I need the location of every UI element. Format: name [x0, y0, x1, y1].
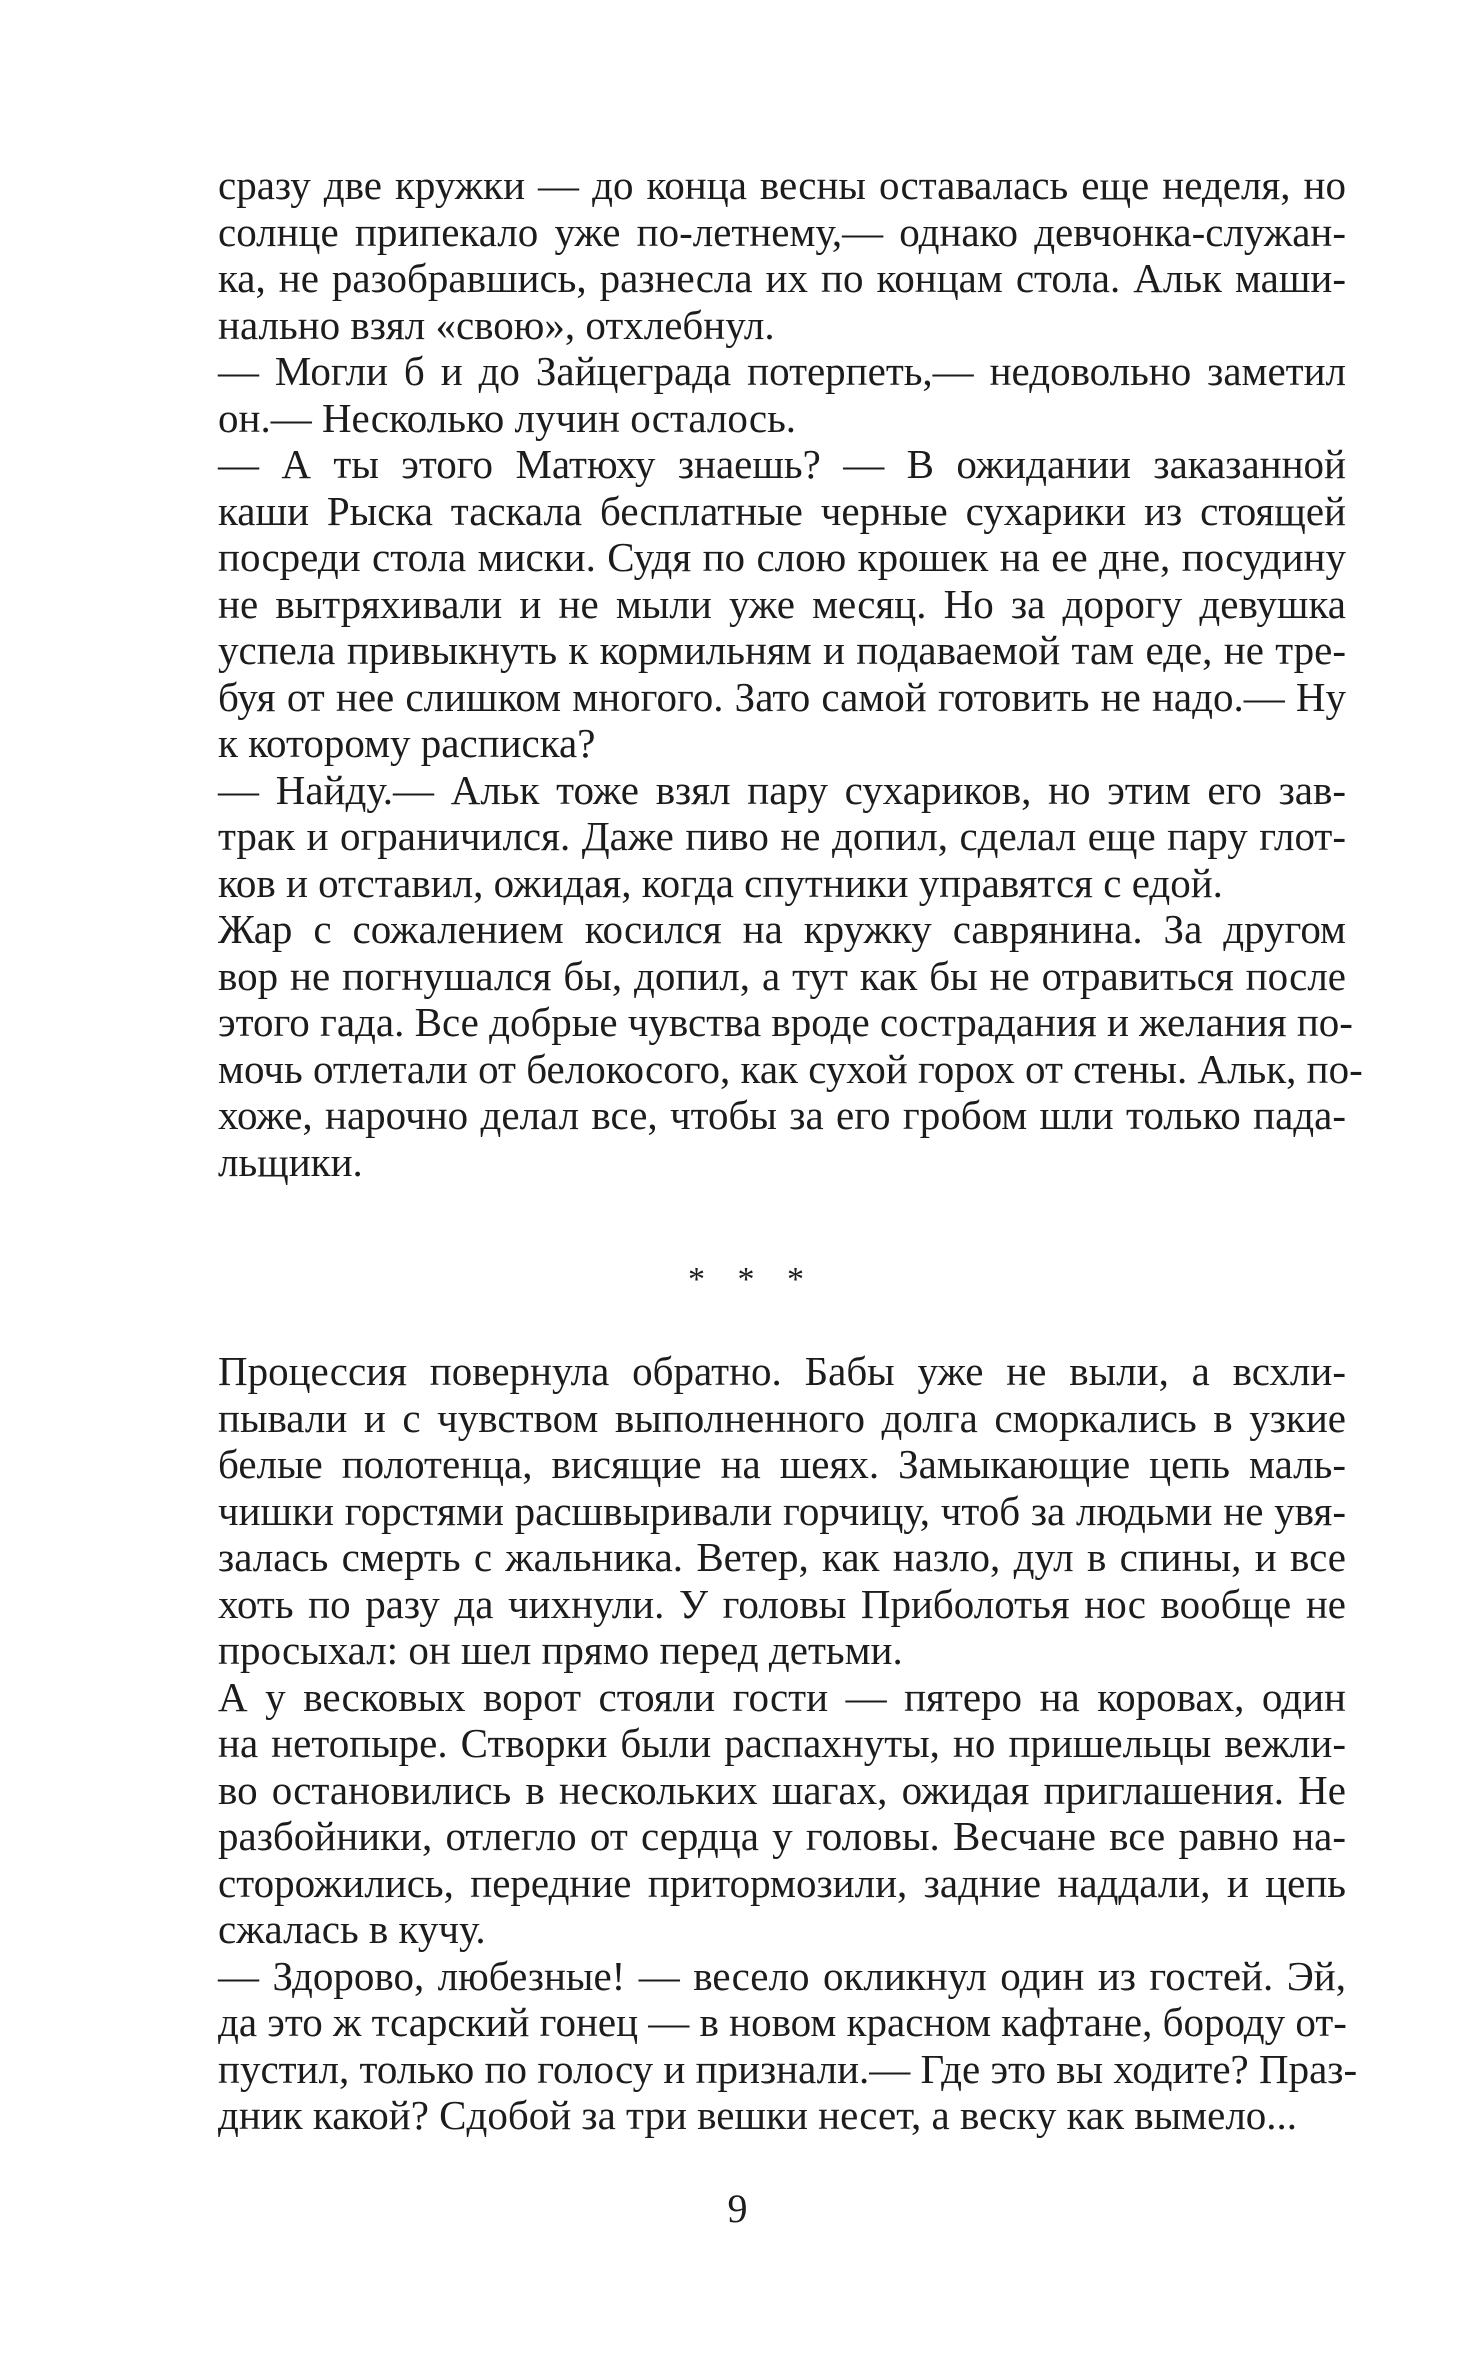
text-line: солнце припекало уже по-летнему,— однако девчонка-служан-	[218, 208, 1346, 255]
text-line: белые полотенца, висящие на шеях. Замыкающие цепь маль-	[218, 1441, 1346, 1487]
text-line: хоже, нарочно делал все, чтобы за его гробом шли только пада-	[218, 1092, 1346, 1138]
text-line: сторожились, передние притормозили, задние наддали, и цепь	[218, 1859, 1346, 1906]
text-line: залась смерть с жальника. Ветер, как назло, дул в спины, и все	[218, 1534, 1346, 1580]
paragraph	[158, 906, 1363, 1185]
text-line: дник какой? Сдобой за три вешки несет, а веску как вымело...	[218, 2092, 1298, 2138]
paragraph	[158, 441, 1346, 767]
text-line: А у весковых ворот стояли гости — пятеро на коровах, один	[218, 1673, 1346, 1720]
text-line: — Здорово, любезные! — весело окликнул один из гостей. Эй,	[218, 1952, 1346, 1999]
text-line: Процессия повернула обратно. Бабы уже не выли, а всхли-	[218, 1348, 1346, 1394]
text-line: ков и отставил, ожидая, когда спутники управятся с едой.	[218, 859, 1223, 906]
text-line: этого гада. Все добрые чувства вроде сострадания и желания по-	[218, 999, 1353, 1045]
text-line: сразу две кружки — до конца весны оставалась еще неделя, но	[218, 162, 1346, 208]
paragraph	[158, 1348, 1346, 1674]
text-line: льщики.	[218, 1138, 363, 1185]
paragraph	[158, 767, 1346, 907]
text-line: каши Рыска таскала бесплатные черные сухарики из стоящей	[218, 487, 1346, 534]
text-section-2	[158, 1348, 1358, 2139]
text-line: мочь отлетали от белокосого, как сухой горох от стены. Альк, по-	[218, 1045, 1363, 1092]
text-line: посреди стола миски. Судя по слою крошек на ее дне, посудину	[218, 534, 1346, 580]
text-line: пывали и с чувством выполненного долга сморкались в узкие	[218, 1394, 1346, 1441]
text-line: хоть по разу да чихнули. У головы Приболотья нос вообще не	[218, 1580, 1346, 1627]
page-number: 9	[727, 2186, 748, 2231]
text-line: да это ж тсарский гонец — в новом красном кафтане, бороду от-	[218, 1999, 1347, 2045]
section-separator: * * *	[688, 1261, 816, 1298]
text-line: — Найду.— Альк тоже взял пару сухариков, но этим его зав-	[218, 766, 1346, 813]
text-line: ка, не разобравшись, разнесла их по концам стола. Альк маши-	[218, 255, 1346, 301]
text-line: он.— Несколько лучин осталось.	[218, 394, 797, 441]
text-line: не вытряхивали и не мыли уже месяц. Но за дорогу девушка	[218, 580, 1346, 627]
text-line: трак и ограничился. Даже пиво не допил, сделал еще пару глот-	[218, 813, 1346, 859]
text-line: вор не погнушался бы, допил, а тут как бы не отравиться после	[218, 952, 1346, 999]
paragraph	[158, 1952, 1358, 2139]
text-line: разбойники, отлегло от сердца у головы. Весчане все равно на-	[218, 1813, 1346, 1859]
text-line: нально взял «свою», отхлебнул.	[218, 301, 775, 348]
page-content	[158, 162, 1363, 2138]
text-line: успела привыкнуть к кормильням и подаваемой там еде, не тре-	[218, 627, 1346, 673]
text-line: на нетопыре. Створки были распахнуты, но пришельцы вежли-	[218, 1720, 1346, 1766]
text-line: во остановились в нескольких шагах, ожидая приглашения. Не	[218, 1766, 1346, 1813]
text-line: к которому расписка?	[218, 720, 596, 766]
text-line: пустил, только по голосу и признали.— Где это вы ходите? Праз-	[218, 2045, 1358, 2092]
text-line: просыхал: он шел прямо перед детьми.	[218, 1627, 903, 1673]
text-line: — Могли б и до Зайцеграда потерпеть,— недовольно заметил	[218, 348, 1346, 394]
text-section-1	[158, 162, 1363, 1185]
paragraph	[158, 348, 1346, 441]
paragraph	[158, 162, 1346, 348]
text-line: чишки горстями расшвыривали горчицу, чтоб за людьми не увя-	[218, 1487, 1346, 1534]
text-line: сжалась в кучу.	[218, 1906, 486, 1952]
text-line: — А ты этого Матюху знаешь? — В ожидании заказанной	[218, 441, 1346, 487]
text-line: буя от нее слишком многого. Зато самой готовить не надо.— Ну	[218, 673, 1346, 720]
text-line: Жар с сожалением косился на кружку саврянина. За другом	[218, 906, 1346, 952]
paragraph	[158, 1674, 1346, 1953]
